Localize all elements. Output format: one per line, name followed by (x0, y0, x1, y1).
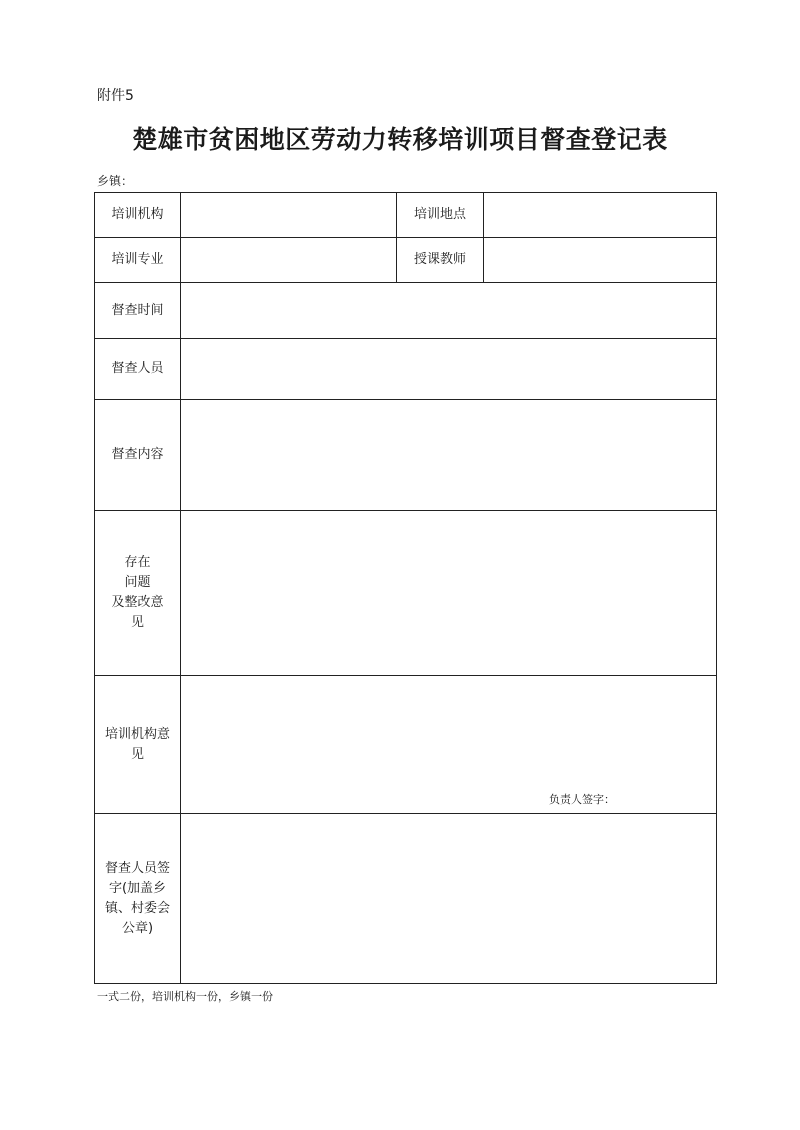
label-inspection-content: 督查内容 (95, 400, 181, 511)
inspection-form (94, 192, 717, 984)
responsible-signature-label: 负责人签字： (549, 793, 615, 806)
field-problems[interactable] (181, 511, 717, 676)
row-inspectors (95, 339, 717, 400)
label-inspector-signature-line: 镇、村委会 (104, 900, 170, 916)
label-institution-opinion (95, 676, 181, 814)
field-training-major[interactable] (181, 238, 397, 283)
page-title: 楚雄市贫困地区劳动力转移培训项目督查登记表 (132, 125, 668, 154)
label-inspector-signature-line: 督查人员签 (104, 860, 170, 876)
field-inspector-signature[interactable] (181, 814, 717, 984)
field-inspectors[interactable] (181, 339, 717, 400)
label-inspector-signature-line: 字(加盖乡 (108, 880, 167, 896)
label-instructor: 授课教师 (397, 238, 484, 283)
label-institution-opinion-line: 见 (130, 746, 144, 762)
label-training-major: 培训专业 (95, 238, 181, 283)
field-inspection-content[interactable] (181, 400, 717, 511)
label-problems (95, 511, 181, 676)
row-training-institution (95, 193, 717, 238)
label-problems-line: 及整改意 (111, 595, 164, 610)
field-training-institution[interactable] (181, 193, 397, 238)
attachment-label: 附件5 (97, 88, 134, 104)
row-training-major (95, 238, 717, 283)
row-problems (95, 511, 717, 676)
label-problems-line: 见 (130, 615, 144, 630)
label-problems-line: 存在 (124, 555, 151, 570)
label-inspector-signature (95, 814, 181, 984)
label-training-institution: 培训机构 (95, 193, 181, 238)
label-problems-line: 问题 (124, 575, 151, 590)
field-training-location[interactable] (484, 193, 717, 238)
label-training-location: 培训地点 (397, 193, 484, 238)
field-institution-opinion[interactable] (181, 676, 717, 814)
label-inspection-time: 督查时间 (95, 283, 181, 339)
label-institution-opinion-line: 培训机构意 (104, 726, 170, 742)
row-inspection-content (95, 400, 717, 511)
field-inspection-time[interactable] (181, 283, 717, 339)
row-institution-opinion (95, 676, 717, 814)
label-inspector-signature-line: 公章) (121, 920, 154, 936)
row-inspector-signature (95, 814, 717, 984)
footnote: 一式二份，培训机构一份，乡镇一份 (97, 990, 273, 1003)
row-inspection-time (95, 283, 717, 339)
field-instructor[interactable] (484, 238, 717, 283)
township-label: 乡镇： (97, 174, 134, 188)
label-inspectors: 督查人员 (95, 339, 181, 400)
